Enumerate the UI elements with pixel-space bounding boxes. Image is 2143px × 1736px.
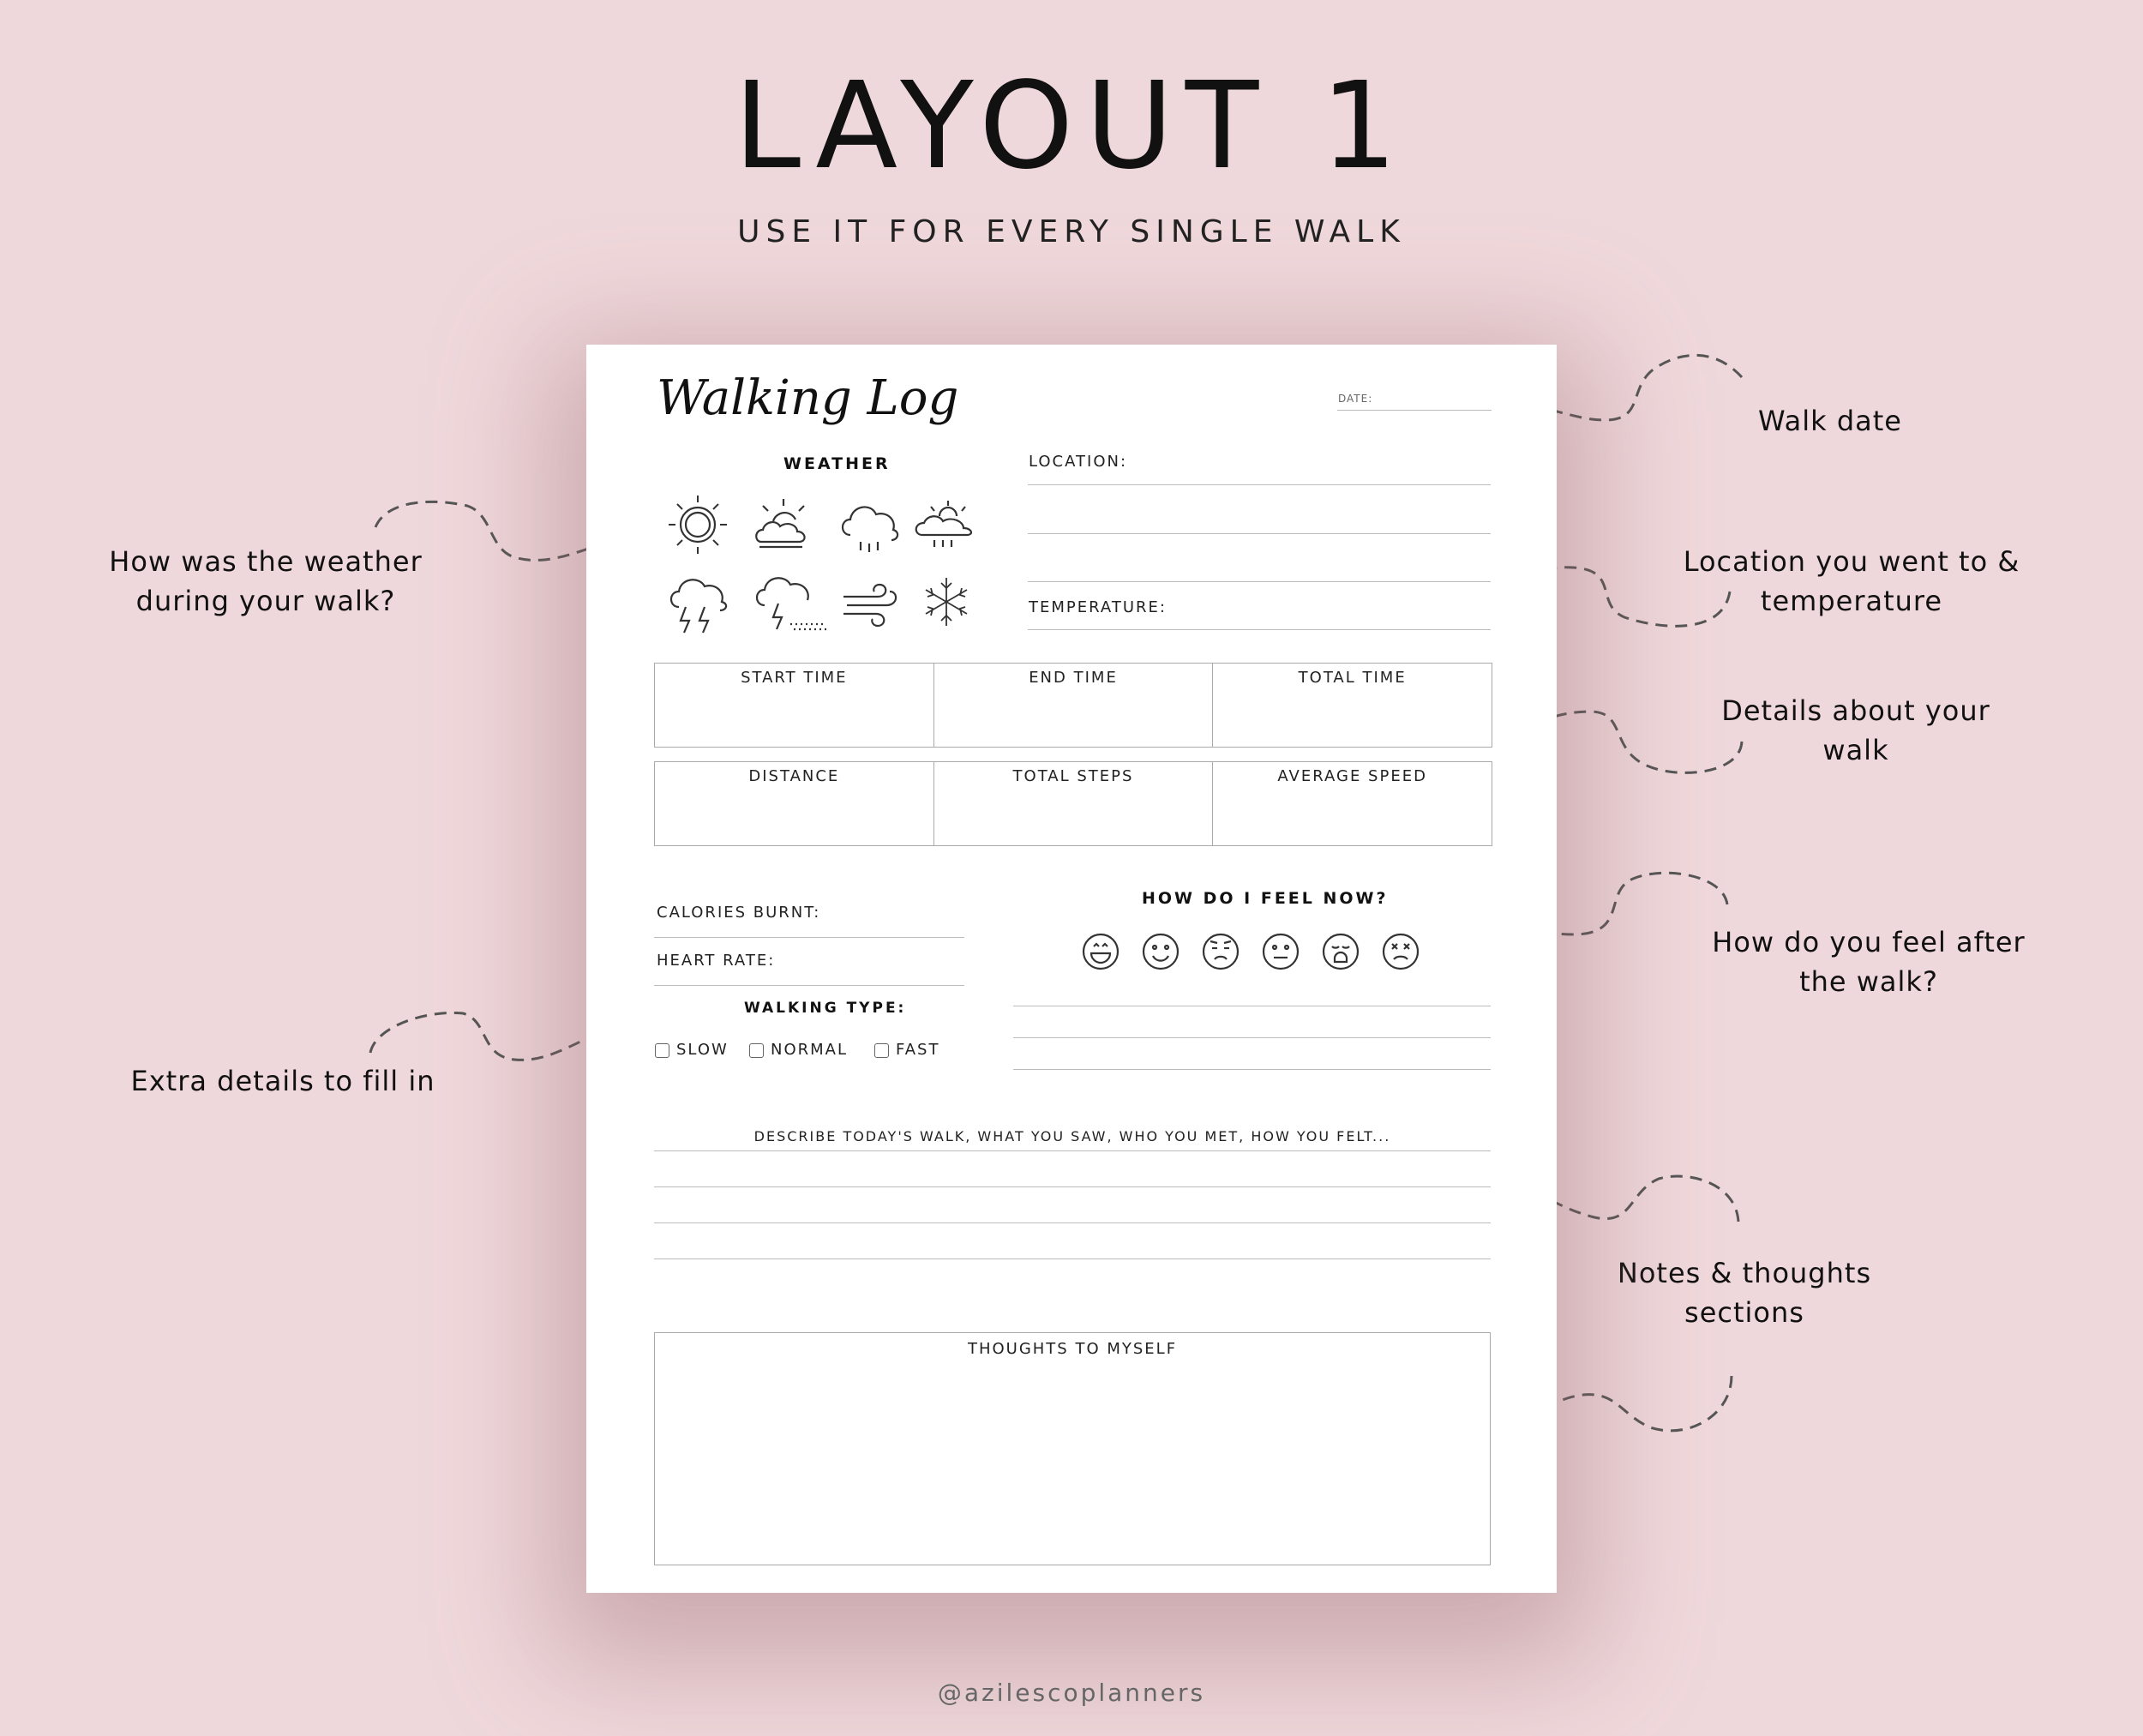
- note-feel: [1680, 922, 2057, 1001]
- date-line: [1337, 410, 1492, 411]
- walking-type-normal[interactable]: [749, 1041, 848, 1059]
- weather-icons: [663, 490, 972, 636]
- stats-grid-row1: [654, 663, 1492, 748]
- sheet-title: Walking Log: [657, 370, 959, 426]
- feel-label: HOW DO I FEEL NOW?: [1142, 889, 1389, 908]
- page-subtitle: USE IT FOR EVERY SINGLE WALK: [737, 214, 1406, 249]
- slow-checkbox[interactable]: [655, 1043, 669, 1058]
- dizzy-face-icon[interactable]: [1384, 934, 1418, 969]
- smiling-face-icon[interactable]: [1144, 934, 1178, 969]
- walking-type-slow[interactable]: [655, 1041, 729, 1059]
- snowflake-icon[interactable]: [926, 578, 967, 626]
- calories-line[interactable]: [654, 937, 964, 938]
- calories-label: CALORIES BURNT:: [657, 904, 821, 922]
- note-extra: Extra details to fill in: [130, 1065, 435, 1097]
- temperature-label: TEMPERATURE:: [1029, 598, 1167, 616]
- note-location-line1: Location you went to &: [1683, 545, 2020, 578]
- slow-label: SLOW: [676, 1041, 729, 1059]
- note-weather: [86, 542, 446, 621]
- feel-icons: [1075, 928, 1435, 979]
- describe-line-4[interactable]: [654, 1258, 1491, 1259]
- footer-handle: @azilescoplanners: [937, 1679, 1206, 1707]
- note-details-line2: walk: [1822, 734, 1889, 766]
- storm-drizzle-icon[interactable]: [757, 578, 826, 629]
- grinning-face-icon[interactable]: [1084, 934, 1118, 969]
- feel-line-3[interactable]: [1013, 1069, 1491, 1070]
- average-speed-cell[interactable]: AVERAGE SPEED: [1277, 767, 1427, 785]
- partly-cloudy-icon[interactable]: [756, 499, 804, 547]
- note-weather-line1: How was the weather: [109, 545, 423, 578]
- sun-rain-icon[interactable]: [916, 501, 971, 547]
- thoughts-label: THOUGHTS TO MYSELF: [967, 1340, 1178, 1358]
- note-location: [1663, 542, 2040, 621]
- sleepy-face-icon[interactable]: [1204, 934, 1238, 969]
- walking-type-label: WALKING TYPE:: [744, 1000, 907, 1017]
- thunderstorm-icon[interactable]: [671, 580, 726, 633]
- heart-rate-line[interactable]: [654, 985, 964, 986]
- note-details: [1689, 691, 2023, 770]
- location-label: LOCATION:: [1029, 453, 1128, 471]
- note-walk-date: Walk date: [1758, 405, 1902, 437]
- normal-checkbox[interactable]: [749, 1043, 764, 1058]
- fast-checkbox[interactable]: [874, 1043, 889, 1058]
- location-line-1[interactable]: [1028, 484, 1491, 485]
- stats-grid-row2: [654, 761, 1492, 846]
- temperature-line[interactable]: [1028, 629, 1491, 630]
- note-feel-line2: the walk?: [1799, 965, 1938, 998]
- wind-icon[interactable]: [843, 585, 896, 626]
- total-time-cell[interactable]: TOTAL TIME: [1298, 669, 1407, 687]
- location-line-2[interactable]: [1028, 533, 1491, 534]
- note-notes: Notes & thoughts sections: [1617, 1257, 1872, 1329]
- end-time-cell[interactable]: END TIME: [934, 664, 1214, 747]
- crying-face-icon[interactable]: [1324, 934, 1358, 969]
- sun-icon[interactable]: [669, 496, 727, 554]
- note-feel-line1: How do you feel after: [1712, 926, 2026, 958]
- note-weather-line2: during your walk?: [135, 585, 396, 617]
- fast-label: FAST: [896, 1041, 940, 1059]
- walking-log-sheet: [586, 345, 1557, 1593]
- thoughts-box[interactable]: [654, 1332, 1491, 1565]
- normal-label: NORMAL: [771, 1041, 849, 1059]
- describe-line-2[interactable]: [654, 1186, 1491, 1187]
- walking-type-fast[interactable]: [874, 1041, 939, 1059]
- describe-line-1[interactable]: [654, 1150, 1491, 1151]
- weather-label: WEATHER: [783, 454, 891, 473]
- describe-line-3[interactable]: [654, 1222, 1491, 1223]
- start-time-cell[interactable]: START TIME: [655, 664, 934, 747]
- neutral-face-icon[interactable]: [1264, 934, 1298, 969]
- heart-rate-label: HEART RATE:: [657, 952, 776, 970]
- distance-cell[interactable]: DISTANCE: [655, 762, 934, 845]
- location-line-3[interactable]: [1028, 581, 1491, 582]
- arrow-extra: [370, 1012, 610, 1060]
- note-details-line1: Details about your: [1721, 694, 1990, 727]
- date-label: DATE:: [1338, 393, 1373, 405]
- rain-icon[interactable]: [843, 507, 897, 552]
- page-title: LAYOUT 1: [734, 57, 1409, 196]
- describe-label: DESCRIBE TODAY'S WALK, WHAT YOU SAW, WHO YOU MET, HOW YOU FELT...: [753, 1128, 1391, 1144]
- total-steps-cell[interactable]: TOTAL STEPS: [934, 762, 1214, 845]
- feel-line-2[interactable]: [1013, 1037, 1491, 1038]
- note-location-line2: temperature: [1760, 585, 1943, 617]
